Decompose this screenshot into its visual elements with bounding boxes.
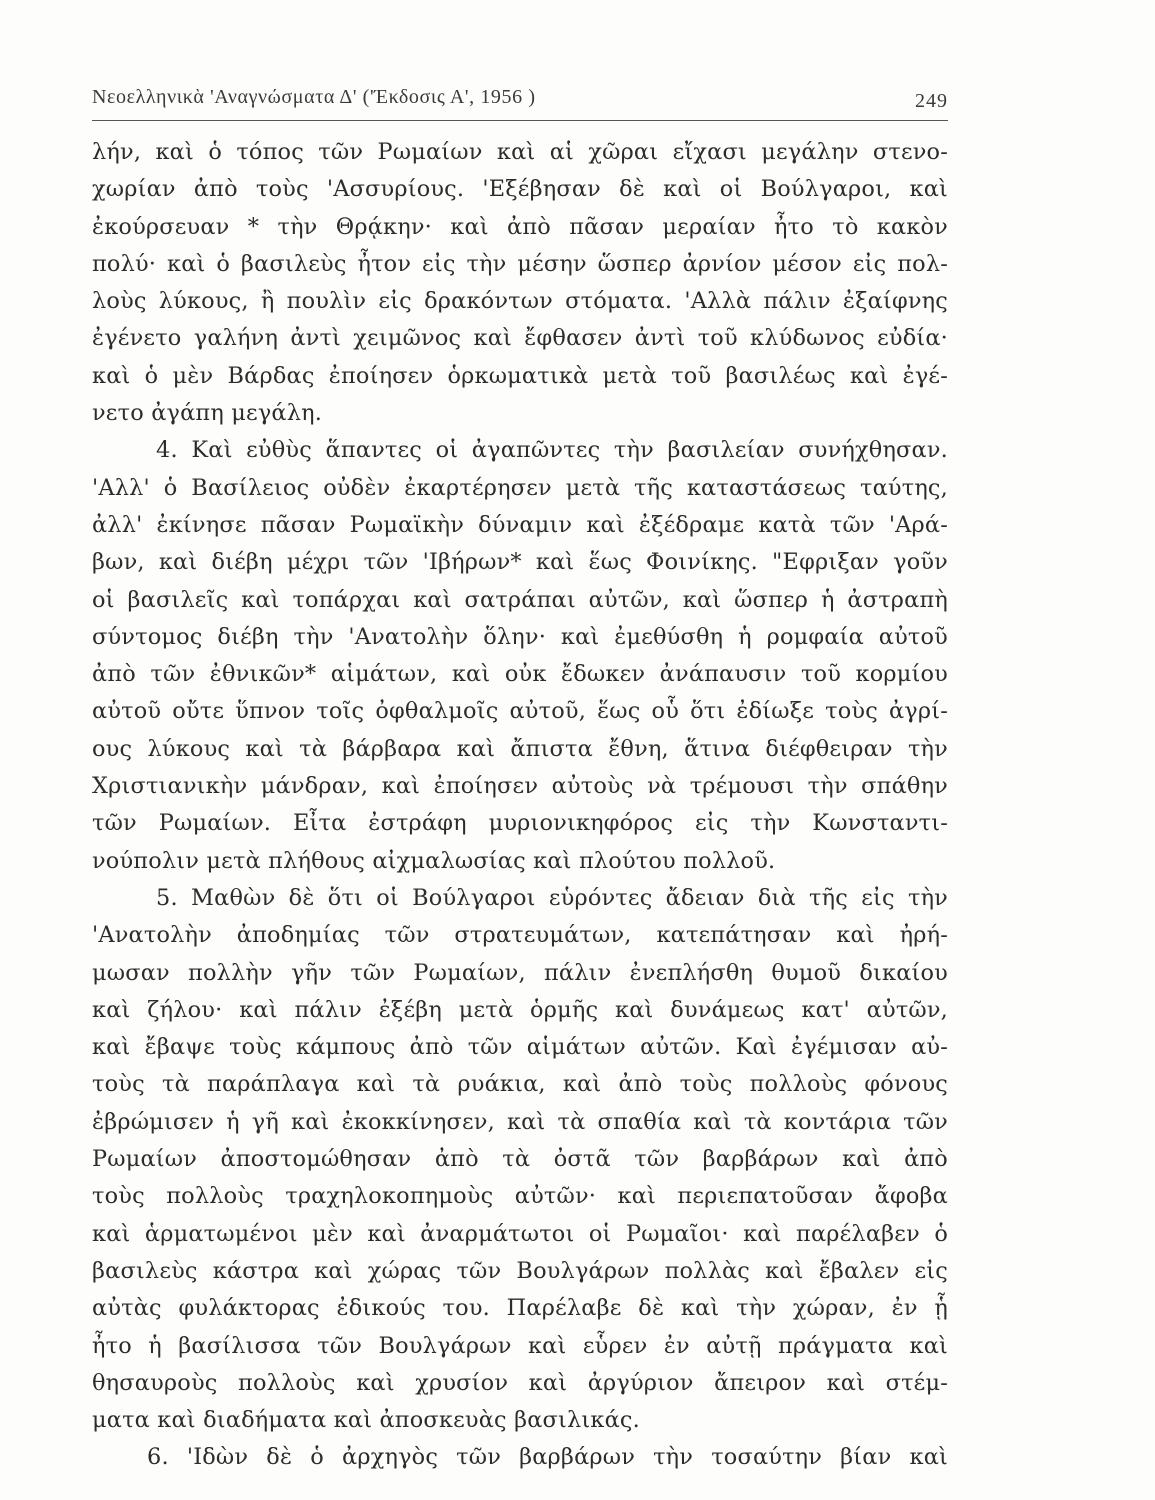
text-line: βων, καὶ διέβη μέχρι τῶν 'Ιβήρων* καὶ ἕως Φοινίκης. "Εφριξαν γοῦν bbox=[92, 549, 948, 576]
text-line: ἐγένετο γαλήνη ἀντὶ χειμῶνος καὶ ἔφθασεν ἀντὶ τοῦ κλύδωνος εὐδία· bbox=[92, 325, 948, 352]
text-line: ἀλλ' ἐκίνησε πᾶσαν Ρωμαϊκὴν δύναμιν καὶ ἐξέδραμε κατὰ τῶν 'Αρά- bbox=[92, 511, 948, 538]
header-title: Νεοελληνικὰ 'Αναγνώσματα Δ' ('Έκδοσις Α', 1956 ) bbox=[92, 86, 536, 108]
text-line: ἐβρώμισεν ἡ γῆ καὶ ἐκοκκίνησεν, καὶ τὰ σπαθία καὶ τὰ κοντάρια τῶν bbox=[92, 1108, 948, 1135]
body-text bbox=[92, 134, 948, 1477]
text-line: βασιλεὺς κάστρα καὶ χώρας τῶν Βουλγάρων πολλὰς καὶ ἔβαλεν εἰς bbox=[92, 1257, 948, 1284]
running-header bbox=[92, 80, 948, 121]
text-line: σύντομος διέβη τὴν 'Ανατολὴν ὅλην· καὶ ἐμεθύσθη ἡ ρομφαία αὐτοῦ bbox=[92, 623, 948, 650]
text-line: αὐτὰς φυλάκτορας ἐδικούς του. Παρέλαβε δὲ καὶ τὴν χώραν, ἐν ᾗ bbox=[92, 1295, 948, 1322]
text-line: ους λύκους καὶ τὰ βάρβαρα καὶ ἄπιστα ἔθνη, ἅτινα διέφθειραν τὴν bbox=[92, 735, 948, 762]
text-line: χωρίαν ἀπὸ τοὺς 'Ασσυρίους. 'Εξέβησαν δὲ καὶ οἱ Βούλγαροι, καὶ bbox=[92, 176, 948, 203]
paragraph-start-line: 4. Καὶ εὐθὺς ἅπαντες οἱ ἀγαπῶντες τὴν βασιλείαν συνήχθησαν. bbox=[156, 437, 948, 464]
text-line: ἀπὸ τῶν ἐθνικῶν* αἱμάτων, καὶ οὐκ ἔδωκεν ἀνάπαυσιν τοῦ κορμίου bbox=[92, 661, 948, 688]
text-line: αὐτοῦ οὔτε ὕπνον τοῖς ὀφθαλμοῖς αὐτοῦ, ἕως οὗ ὅτι ἐδίωξε τοὺς ἀγρί- bbox=[92, 698, 948, 725]
text-line: Χριστιανικὴν μάνδραν, καὶ ἐποίησεν αὐτοὺς νὰ τρέμουσι τὴν σπάθην bbox=[92, 773, 948, 800]
text-line: καὶ ἔβαψε τοὺς κάμπους ἀπὸ τῶν αἱμάτων αὐτῶν. Καὶ ἐγέμισαν αὐ- bbox=[92, 1034, 948, 1061]
text-line: ἦτο ἡ βασίλισσα τῶν Βουλγάρων καὶ εὗρεν ἐν αὐτῇ πράγματα καὶ bbox=[92, 1332, 948, 1359]
text-line: λοὺς λύκους, ἢ πουλὶν εἰς δρακόντων στόματα. 'Αλλὰ πάλιν ἐξαίφνης bbox=[92, 288, 948, 315]
text-line: καὶ ὁ μὲν Βάρδας ἐποίησεν ὁρκωματικὰ μετὰ τοῦ βασιλέως καὶ ἐγέ- bbox=[92, 362, 948, 389]
text-line: τῶν Ρωμαίων. Εἶτα ἐστράφη μυριονικηφόρος εἰς τὴν Κωνσταντι- bbox=[92, 810, 948, 837]
text-line: 'Ανατολὴν ἀποδημίας τῶν στρατευμάτων, κατεπάτησαν καὶ ἠρή- bbox=[92, 922, 948, 949]
text-line: ματα καὶ διαδήματα καὶ ἀποσκευὰς βασιλικάς. bbox=[92, 1407, 640, 1434]
text-line: λήν, καὶ ὁ τόπος τῶν Ρωμαίων καὶ αἱ χῶραι εἴχασι μεγάλην στενο- bbox=[92, 139, 948, 165]
text-line: καὶ ζήλου· καὶ πάλιν ἐξέβη μετὰ ὁρμῆς καὶ δυνάμεως κατ' αὐτῶν, bbox=[92, 996, 948, 1023]
text-line: θησαυροὺς πολλοὺς καὶ χρυσίον καὶ ἀργύριον ἄπειρον καὶ στέμ- bbox=[92, 1369, 948, 1396]
text-line: Ρωμαίων ἀποστομώθησαν ἀπὸ τὰ ὀστᾶ τῶν βαρβάρων καὶ ἀπὸ bbox=[92, 1146, 948, 1173]
text-line: οἱ βασιλεῖς καὶ τοπάρχαι καὶ σατράπαι αὐτῶν, καὶ ὥσπερ ἡ ἀστραπὴ bbox=[92, 586, 948, 613]
text-line: νούπολιν μετὰ πλήθους αἰχμαλωσίας καὶ πλούτου πολλοῦ. bbox=[92, 847, 776, 874]
text-line: τοὺς τὰ παράπλαγα καὶ τὰ ρυάκια, καὶ ἀπὸ τοὺς πολλοὺς φόνους bbox=[92, 1071, 948, 1098]
text-line: νετο ἀγάπη μεγάλη. bbox=[92, 400, 323, 427]
text-line: μωσαν πολλὴν γῆν τῶν Ρωμαίων, πάλιν ἐνεπλήσθη θυμοῦ δικαίου bbox=[92, 959, 948, 986]
text-line: ἐκούρσευαν * τὴν Θρᾴκην· καὶ ἀπὸ πᾶσαν μεραίαν ἦτο τὸ κακὸν bbox=[92, 213, 948, 240]
text-line: τοὺς πολλοὺς τραχηλοκοπημοὺς αὐτῶν· καὶ περιεπατοῦσαν ἄφοβα bbox=[92, 1183, 948, 1210]
text-line: καὶ ἁρματωμένοι μὲν καὶ ἀναρμάτωτοι οἱ Ρωμαῖοι· καὶ παρέλαβεν ὁ bbox=[92, 1220, 948, 1247]
paragraph-start-line: 6. 'Ιδὼν δὲ ὁ ἀρχηγὸς τῶν βαρβάρων τὴν τοσαύτην βίαν καὶ bbox=[147, 1444, 948, 1471]
text-line: 'Αλλ' ὁ Βασίλειος οὐδὲν ἐκαρτέρησεν μετὰ τῆς καταστάσεως ταύτης, bbox=[92, 474, 948, 501]
text-line: πολύ· καὶ ὁ βασιλεὺς ἦτον εἰς τὴν μέσην ὥσπερ ἀρνίον μέσον εἰς πολ- bbox=[92, 250, 948, 277]
paragraph-start-line: 5. Μαθὼν δὲ ὅτι οἱ Βούλγαροι εὑρόντες ἄδειαν διὰ τῆς εἰς τὴν bbox=[156, 884, 948, 911]
page-number: 249 bbox=[915, 90, 948, 112]
